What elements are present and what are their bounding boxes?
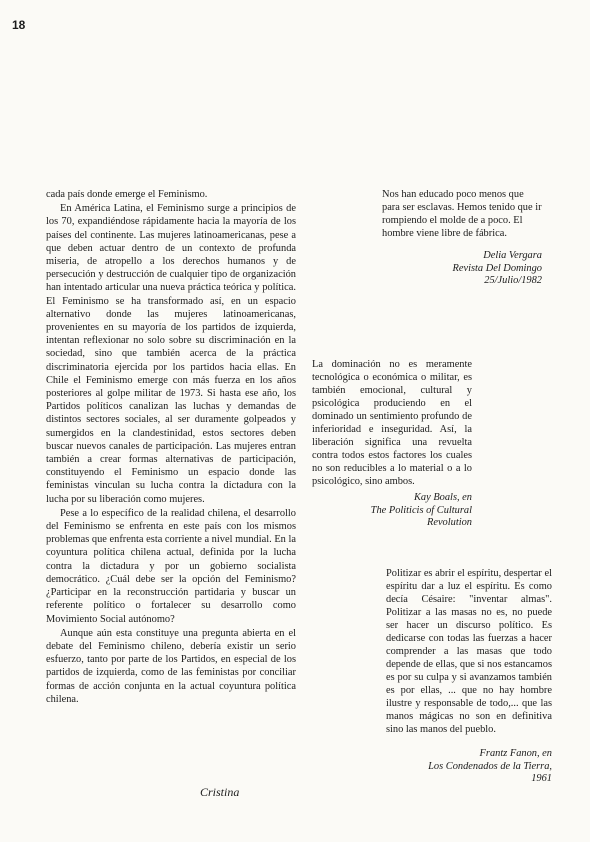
quote-date: 25/Julio/1982: [484, 275, 542, 286]
article-body: [46, 188, 296, 706]
quote-author: Kay Boals, en: [413, 492, 472, 503]
article-paragraph: Pese a lo específico de la realidad chilena, el desarrollo del Feminismo se enfrenta en este país con los mismos problemas que enfrenta esta corriente a nivel mundial. En la coyuntura política chilena actual, definida por la lucha contra la dictadura y por un gobierno socialista democrático. ¿Cuál debe ser la opción del Feminismo? ¿Participar en la reconstrucción partidaria y buscar un referente político o fortalecer su desarrollo como Movimiento Social autónomo?: [46, 507, 296, 625]
quote-author: Delia Vergara: [483, 250, 542, 261]
quote-credit: [386, 748, 552, 786]
quote-source: Los Condenados de la Tierra,: [428, 760, 552, 772]
quote-author: Frantz Fanon, en: [479, 748, 552, 759]
quote-date: 1961: [531, 773, 552, 784]
quote-text: Politizar es abrir el espíritu, despertar el espíritu dar a luz el espíritu. Es como decía Césaire: "inventar almas". Politizar a las masas no es, no puede ser hacer un discurso político. Es dedicarse con todas las fuerzas a hacer comprender a las masas que todo depende de ellas, que si nos estancamos es por su culpa y si avanzamos también es por ellas, ... que no hay hombre ilustre y responsable de todo,... que las manos mágicas no son en definitiva sino las manos del pueblo.: [386, 568, 552, 735]
quote-source: The Politicis of Cultural: [370, 504, 472, 516]
article-paragraph: cada país donde emerge el Feminismo.: [46, 189, 208, 200]
quote-delia-vergara: [382, 188, 542, 288]
quote-credit: [382, 250, 542, 288]
article-paragraph: En América Latina, el Feminismo surge a principios de los 70, expandiéndose rápidamente hacia la mayoría de los países del continente. Las mujeres latinoamericanas, pese a que deben actuar dentro de un contexto de profunda miseria, de atropello a los derechos humanos y de persecución y destrucción de cualquier tipo de organización han intentado articular una nueva práctica teórica y política. El Feminismo se ha transformado así, en un espacio alternativo donde las mujeres latinoamericanas, provenientes en su mayoría de los partidos de izquierda, intentan reflexionar no solo sobre su discriminación en la sociedad, sino que también acerca de la práctica discriminatoria ejercida por los partidos hacia ellas. En Chile el Feminismo emerge con más fuerza en los años posteriores al golpe militar de 1973. Si hasta ese año, los Partidos políticos canalizan las luchas y demandas de distintos sectores sociales, al ser duramente golpeados y sumergidos en la clandestinidad, estos sectores deben buscar nuevos canales de participación. Las mujeres entran también a crear formas alternativas de participación, constituyendo el Feminismo un espacio donde las feministas vinculan su lucha contra la dictadura con la lucha por su liberación como mujeres.: [46, 203, 296, 505]
quote-frantz-fanon: [386, 567, 552, 786]
article-paragraph: Aunque aún esta constituye una pregunta abierta en el debate del Feminismo chileno, debería existir un serio esfuerzo, tanto por parte de los Partidos, en especial de los partidos de izquierda, como de las feministas por conciliar formas de acción conjunta en la actual coyuntura política chilena.: [46, 627, 296, 705]
quote-source: Revista Del Domingo: [452, 262, 542, 274]
quote-source: Revolution: [426, 517, 472, 528]
page-number: 18: [12, 18, 26, 32]
quote-text: Nos han educado poco menos que para ser esclavas. Hemos tenido que ir rompiendo el molde de a poco. El hombre viene libre de fábrica.: [382, 189, 542, 239]
quote-kay-boals: [312, 358, 472, 530]
quote-text: La dominación no es meramente tecnológica o económica o militar, es también emocional, cultural y psicológica produciendo en el dominado un sentimiento profundo de inferioridad e inseguridad. Así, la liberación significa una revuelta contra todos estos factores los cuales no son reducibles a lo material o a lo psicológico, sino ambos.: [312, 359, 472, 487]
quote-credit: [312, 492, 472, 530]
author-signature: Cristina: [200, 785, 240, 799]
